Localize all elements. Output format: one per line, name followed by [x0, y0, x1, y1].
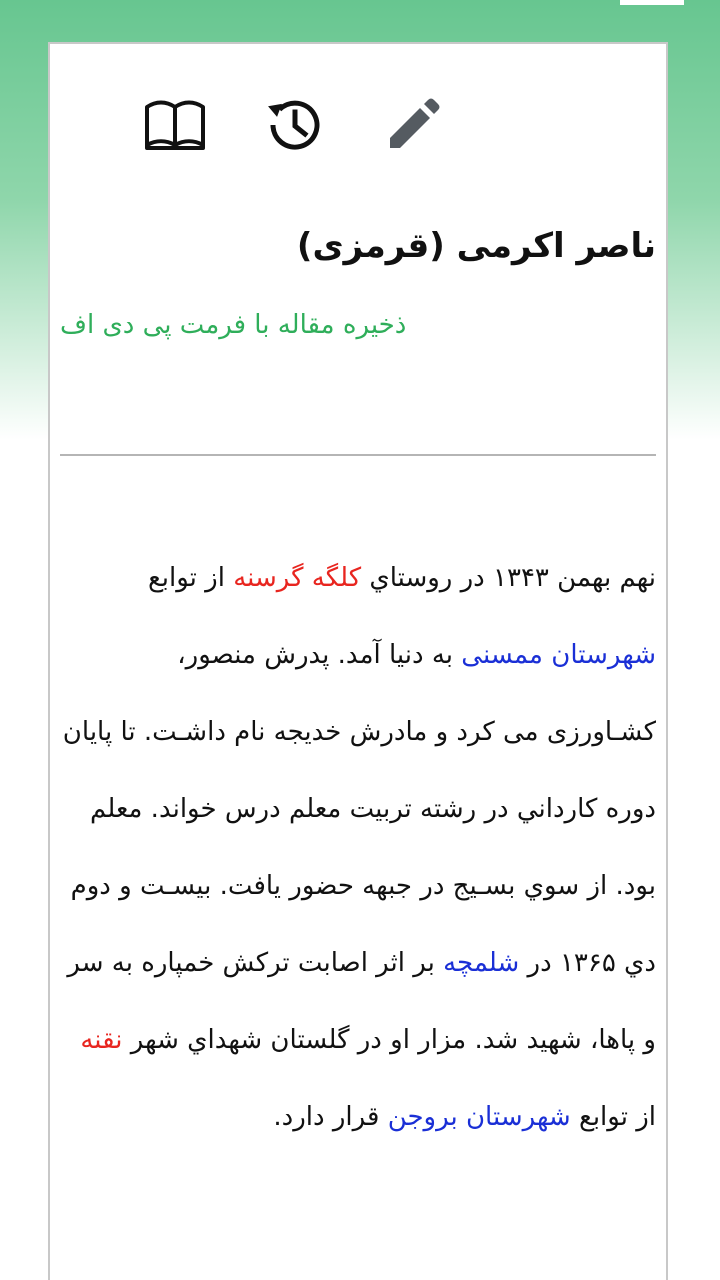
divider: [60, 454, 656, 456]
county-link[interactable]: شهرستان ممسنی: [461, 640, 656, 670]
article-title: ناصر اکرمی (قرمزی): [296, 226, 656, 266]
body-text-segment: به دنیا آمد. پدرش منصور، کشـاورزی می کرد و مادرش خدیجه نام داشـت. تا پایان دوره كارداني در رشته تربيت معلم درس خواند. معلم بود. از سوي بسـيج در جبهه حضور يافت. بیسـت و دوم دي ۱۳۶۵ در: [62, 640, 656, 978]
edit-button[interactable]: [380, 92, 446, 158]
edit-pencil-icon: [384, 96, 442, 154]
body-text-segment: از توابع: [570, 1102, 656, 1132]
top-tab-indicator: [620, 0, 684, 5]
body-text-segment: نهم بهمن ۱۳۴۳ در روستاي: [361, 563, 656, 593]
place-link[interactable]: شلمچه: [443, 948, 520, 978]
village-link[interactable]: کلگه گرسنه: [233, 563, 362, 593]
body-text-segment: از توابع: [147, 563, 234, 593]
book-icon: [144, 99, 206, 151]
county-link[interactable]: شهرستان بروجن: [387, 1102, 571, 1132]
history-button[interactable]: [262, 92, 328, 158]
body-text-segment: بر اثر اصابت تركش خمپاره به سر و پاها، شهيد شد. مزار او در گلستان شهداي شهر: [67, 948, 656, 1055]
save-pdf-link[interactable]: ذخیره مقاله با فرمت پی دی اف: [60, 310, 407, 340]
body-text-segment: قرار دارد.: [273, 1102, 388, 1132]
read-button[interactable]: [142, 92, 208, 158]
history-icon: [267, 97, 323, 153]
article-card: [48, 42, 668, 1280]
article-body: [60, 540, 656, 1156]
city-link[interactable]: نقنه: [80, 1025, 123, 1055]
